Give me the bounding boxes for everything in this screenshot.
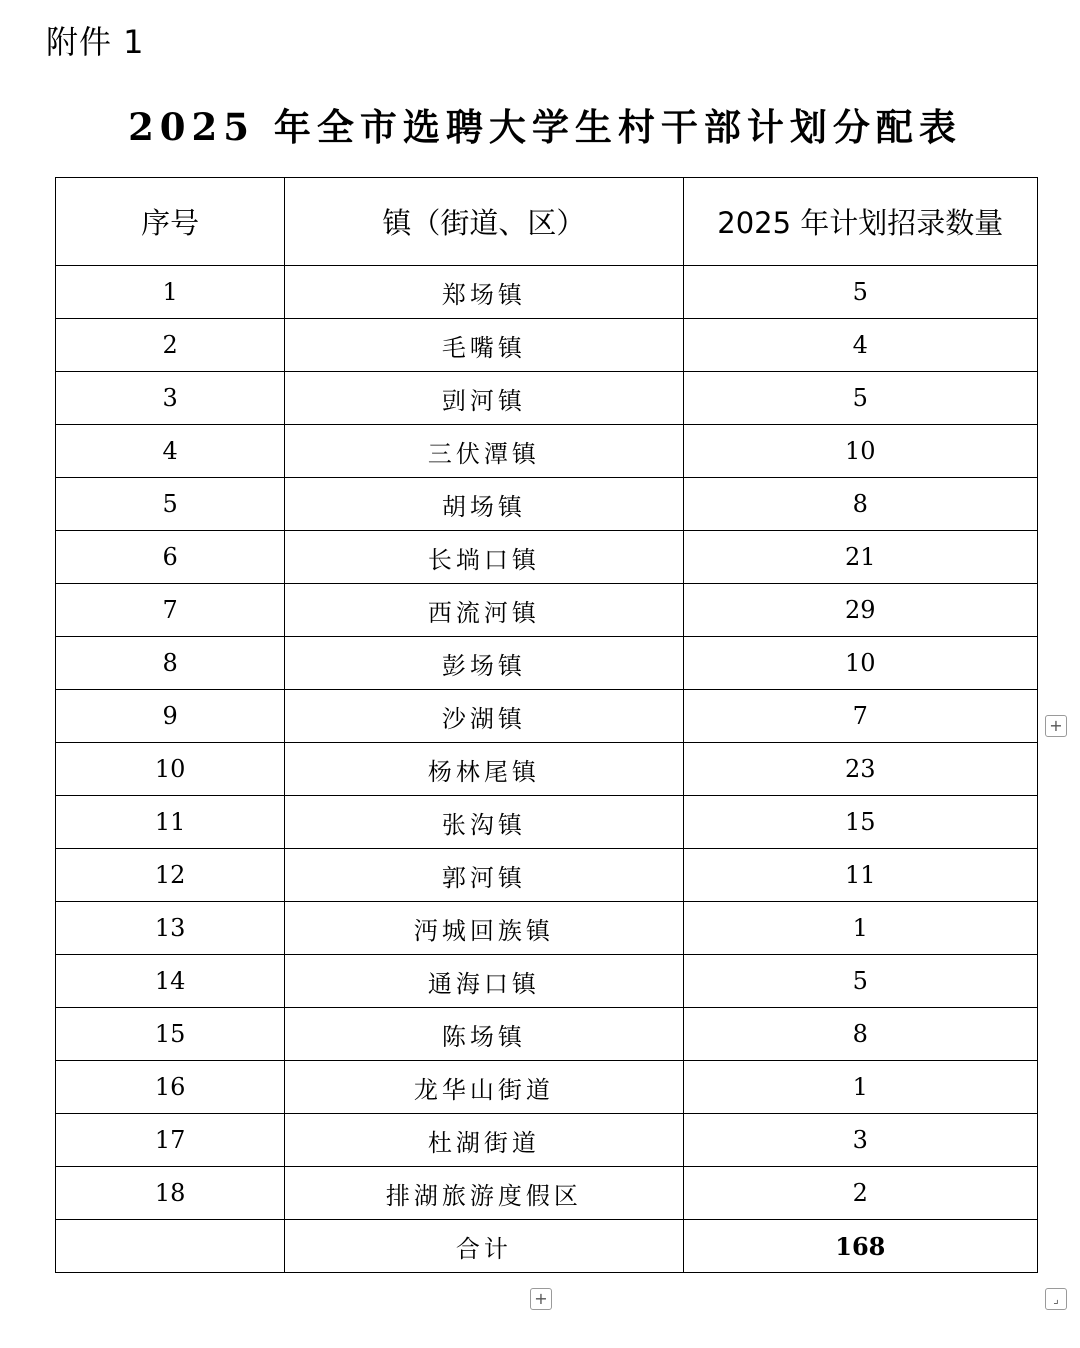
- town-cell: 排湖旅游度假区: [285, 1167, 683, 1220]
- plan-count-cell: 8: [683, 1008, 1037, 1061]
- plan-count-cell: 7: [683, 690, 1037, 743]
- town-cell: 三伏潭镇: [285, 425, 683, 478]
- table-row: [56, 743, 1038, 796]
- serial-number-cell: 7: [56, 584, 285, 637]
- town-cell: 胡场镇: [285, 478, 683, 531]
- town-cell: 杜湖街道: [285, 1114, 683, 1167]
- plan-count-cell: 10: [683, 425, 1037, 478]
- table-row: [56, 425, 1038, 478]
- header-town: 镇（街道、区）: [285, 178, 683, 266]
- town-cell: 彭场镇: [285, 637, 683, 690]
- plan-count-cell: 21: [683, 531, 1037, 584]
- table-row: [56, 531, 1038, 584]
- plan-count-cell: 3: [683, 1114, 1037, 1167]
- table-row: [56, 849, 1038, 902]
- town-cell: 陈场镇: [285, 1008, 683, 1061]
- table-row: [56, 319, 1038, 372]
- total-serial-cell: [56, 1220, 285, 1273]
- plus-icon: +: [1049, 716, 1063, 735]
- town-cell: 郑场镇: [285, 266, 683, 319]
- serial-number-cell: 12: [56, 849, 285, 902]
- town-cell: 沔城回族镇: [285, 902, 683, 955]
- serial-number-cell: 5: [56, 478, 285, 531]
- header-plan-count: 2025 年计划招录数量: [683, 178, 1037, 266]
- serial-number-cell: 6: [56, 531, 285, 584]
- town-cell: 沙湖镇: [285, 690, 683, 743]
- page-title: 2025 年全市选聘大学生村干部计划分配表: [128, 105, 962, 149]
- serial-number-cell: 11: [56, 796, 285, 849]
- town-cell: 剅河镇: [285, 372, 683, 425]
- plan-count-cell: 1: [683, 902, 1037, 955]
- serial-number-cell: 17: [56, 1114, 285, 1167]
- plan-count-cell: 5: [683, 955, 1037, 1008]
- allocation-table: [55, 177, 1038, 1273]
- plan-count-cell: 15: [683, 796, 1037, 849]
- town-cell: 张沟镇: [285, 796, 683, 849]
- plus-icon: +: [534, 1289, 548, 1308]
- serial-number-cell: 2: [56, 319, 285, 372]
- town-cell: 西流河镇: [285, 584, 683, 637]
- table-row: [56, 584, 1038, 637]
- table-header-row: [56, 178, 1038, 266]
- table-row: [56, 637, 1038, 690]
- table-row: [56, 1061, 1038, 1114]
- table-row: [56, 1167, 1038, 1220]
- plan-count-cell: 5: [683, 266, 1037, 319]
- total-label-cell: 合计: [285, 1220, 683, 1273]
- serial-number-cell: 14: [56, 955, 285, 1008]
- table-row: [56, 1114, 1038, 1167]
- town-cell: 长埫口镇: [285, 531, 683, 584]
- serial-number-cell: 10: [56, 743, 285, 796]
- town-cell: 通海口镇: [285, 955, 683, 1008]
- plan-count-cell: 11: [683, 849, 1037, 902]
- table-row: [56, 1008, 1038, 1061]
- table-row: [56, 902, 1038, 955]
- plan-count-cell: 8: [683, 478, 1037, 531]
- serial-number-cell: 16: [56, 1061, 285, 1114]
- serial-number-cell: 3: [56, 372, 285, 425]
- plan-count-cell: 2: [683, 1167, 1037, 1220]
- table-row: [56, 955, 1038, 1008]
- town-cell: 龙华山街道: [285, 1061, 683, 1114]
- serial-number-cell: 9: [56, 690, 285, 743]
- serial-number-cell: 4: [56, 425, 285, 478]
- resize-corner-icon: ⌟: [1053, 1292, 1059, 1306]
- total-row: [56, 1220, 1038, 1273]
- plan-count-cell: 23: [683, 743, 1037, 796]
- town-cell: 杨林尾镇: [285, 743, 683, 796]
- table-row: [56, 690, 1038, 743]
- serial-number-cell: 8: [56, 637, 285, 690]
- header-serial-number: 序号: [56, 178, 285, 266]
- serial-number-cell: 18: [56, 1167, 285, 1220]
- town-cell: 郭河镇: [285, 849, 683, 902]
- plan-count-cell: 4: [683, 319, 1037, 372]
- plan-count-cell: 29: [683, 584, 1037, 637]
- plan-count-cell: 1: [683, 1061, 1037, 1114]
- plan-count-cell: 5: [683, 372, 1037, 425]
- add-row-button[interactable]: [530, 1288, 552, 1310]
- plan-count-cell: 10: [683, 637, 1037, 690]
- table-row: [56, 796, 1038, 849]
- attachment-label: 附件 1: [46, 23, 145, 61]
- table-row: [56, 266, 1038, 319]
- table-row: [56, 372, 1038, 425]
- town-cell: 毛嘴镇: [285, 319, 683, 372]
- serial-number-cell: 15: [56, 1008, 285, 1061]
- serial-number-cell: 13: [56, 902, 285, 955]
- serial-number-cell: 1: [56, 266, 285, 319]
- total-count-cell: 168: [683, 1220, 1037, 1273]
- table-row: [56, 478, 1038, 531]
- add-column-button[interactable]: [1045, 715, 1067, 737]
- table-resize-handle[interactable]: [1045, 1288, 1067, 1310]
